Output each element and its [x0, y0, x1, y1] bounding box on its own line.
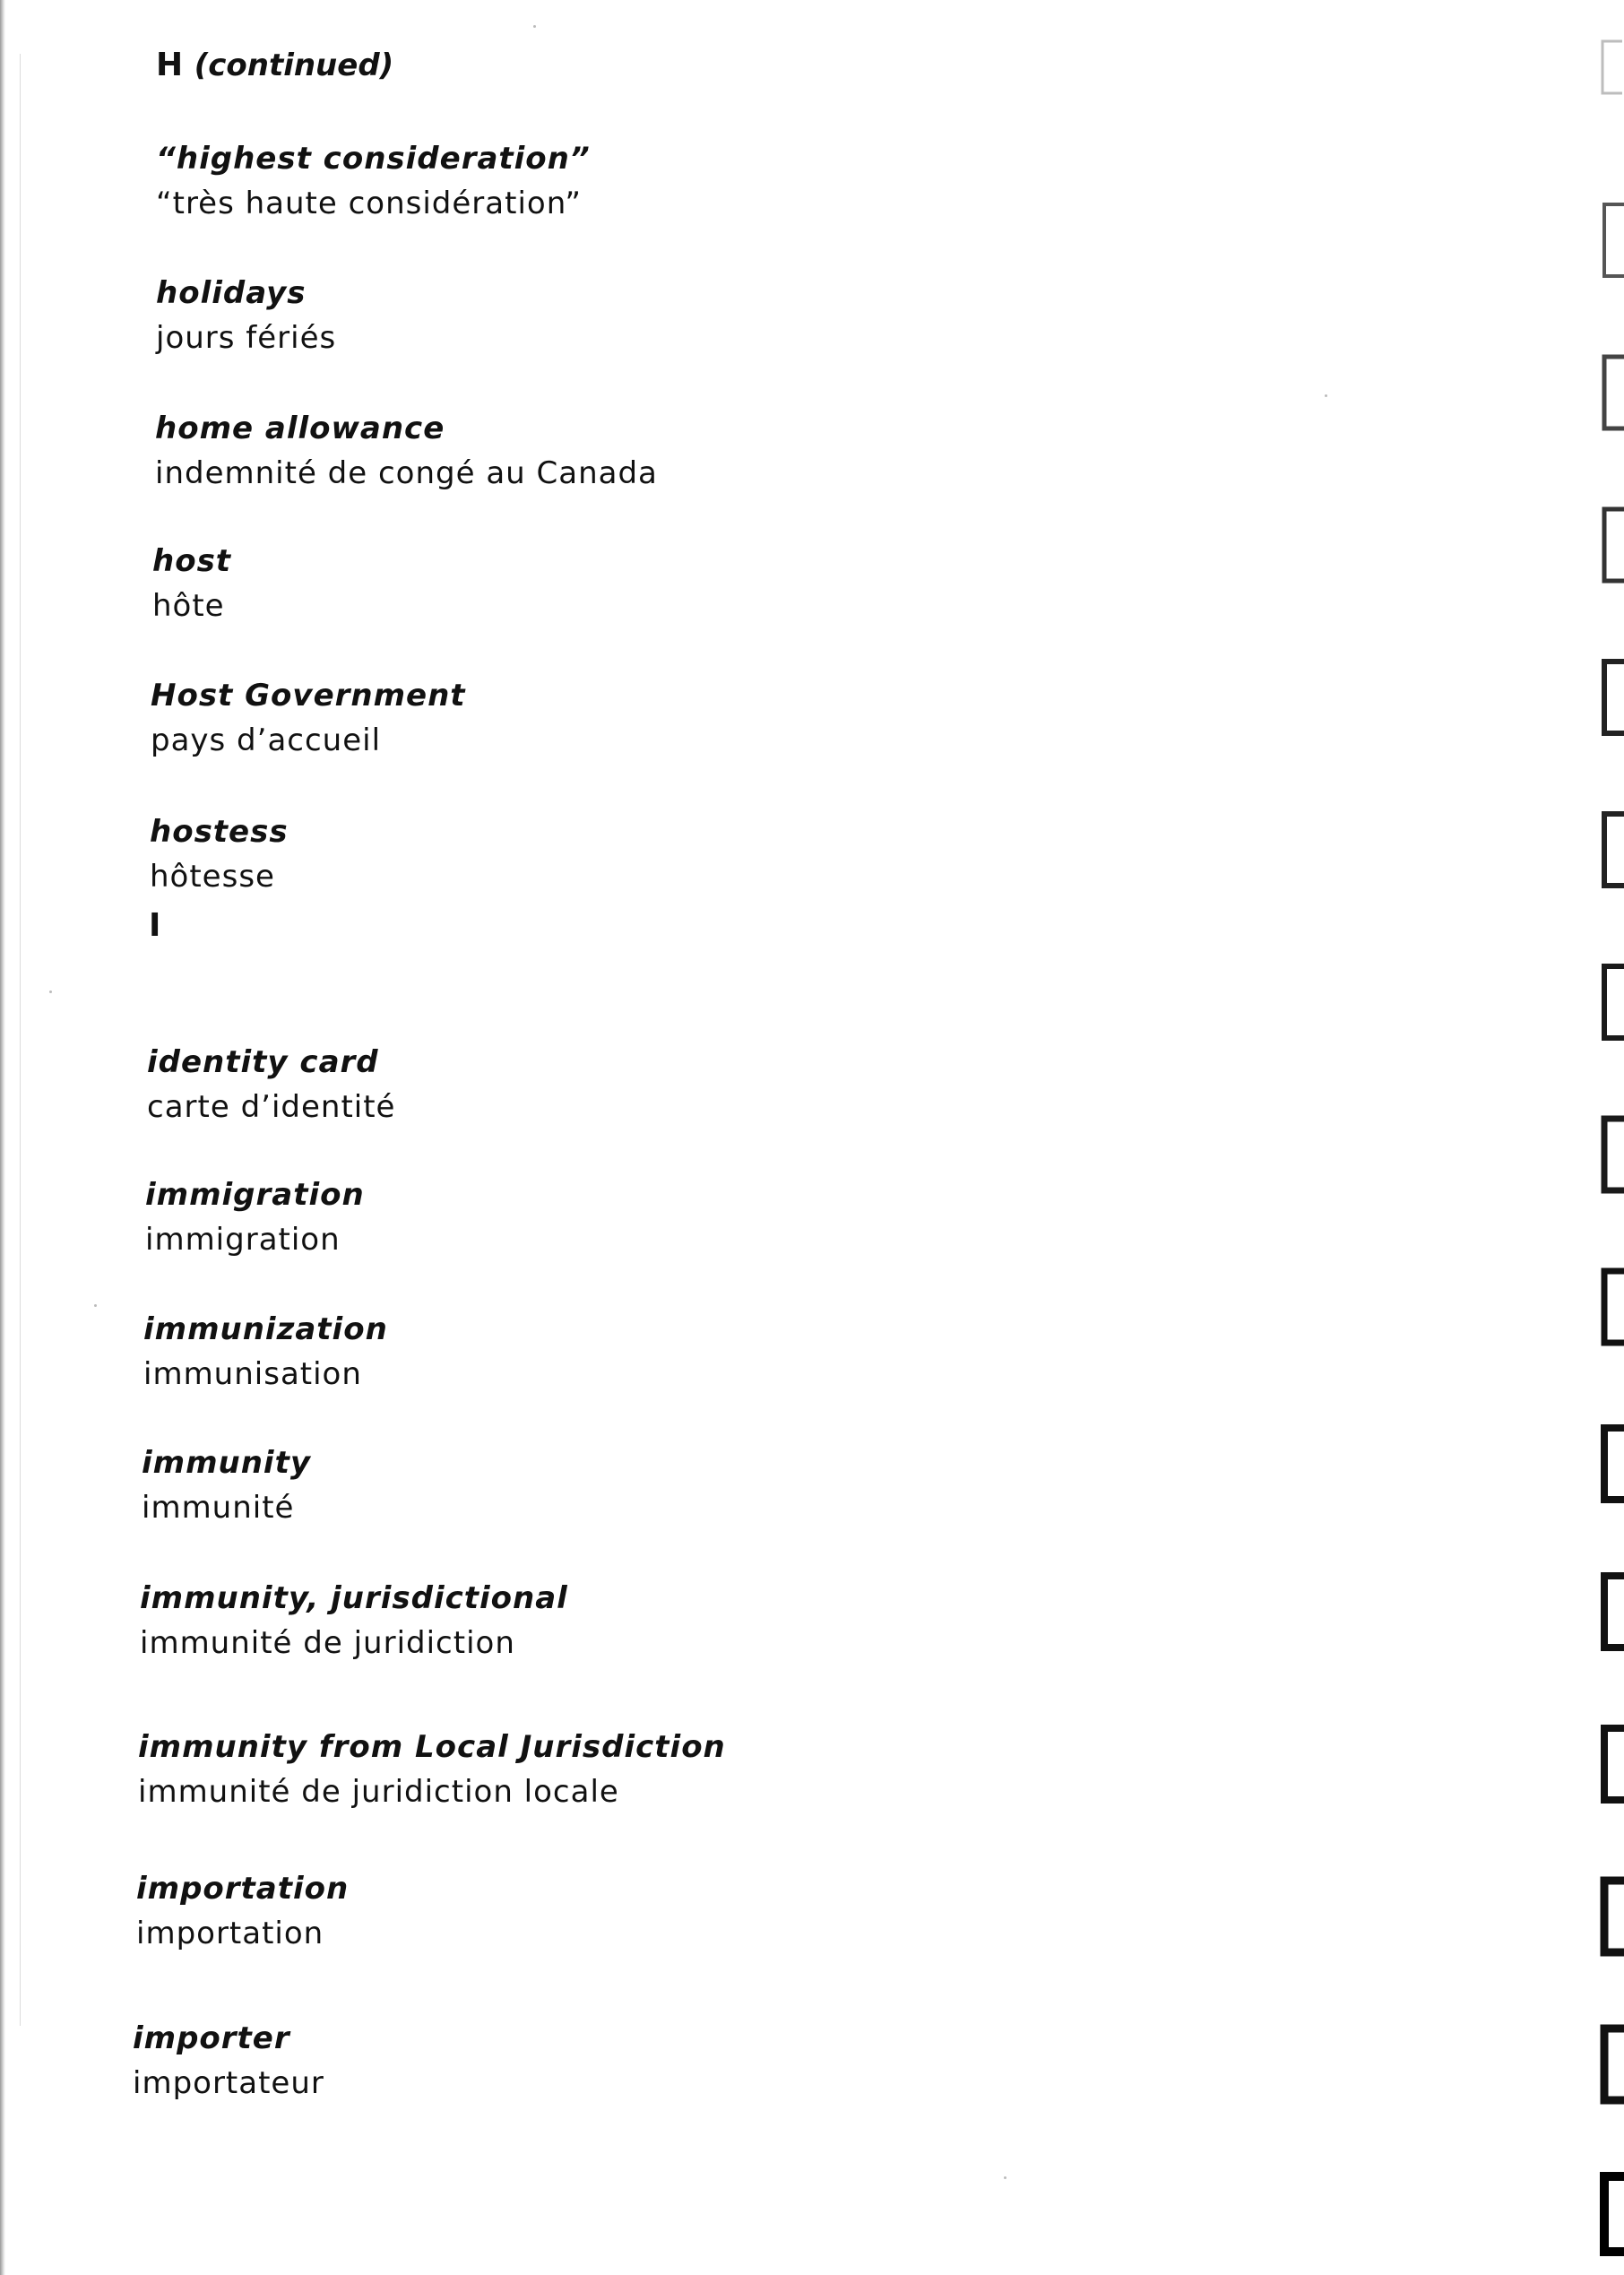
entry-translation: hôtesse [150, 859, 275, 895]
glossary-entry [156, 136, 591, 226]
glossary-entry [151, 673, 466, 763]
binding-tab [1595, 1721, 1624, 1811]
entry-term: immunity, jurisdictional [140, 1580, 568, 1616]
entry-translation: indemnité de congé au Canada [155, 455, 658, 491]
section-note-continued: (continued) [194, 48, 394, 83]
entry-translation: pays d’accueil [151, 722, 382, 758]
entry-term: immunity from Local Jurisdiction [138, 1729, 726, 1765]
glossary-entry [136, 1866, 349, 1956]
glossary-entry [133, 2016, 324, 2106]
paper-speck [49, 990, 52, 993]
entry-translation: importation [136, 1916, 324, 1951]
paper-speck [533, 25, 536, 28]
entry-translation: carte d’identité [147, 1089, 396, 1125]
entry-translation: immigration [145, 1222, 341, 1258]
entry-translation: immunisation [143, 1356, 362, 1392]
entry-translation: immunité de juridiction [140, 1625, 515, 1661]
binding-tab [1595, 2169, 1624, 2259]
entry-term: immunity [142, 1445, 311, 1481]
binding-tab [1595, 1873, 1624, 1963]
glossary-entry [147, 1040, 395, 1129]
section-letter-h: H [156, 47, 184, 83]
entry-term: “highest consideration” [156, 141, 591, 177]
binding-tab [1595, 502, 1624, 592]
entry-term: Host Government [151, 678, 466, 714]
section-heading-h [156, 47, 393, 83]
glossary-entry [143, 1307, 388, 1397]
glossary-entry [152, 539, 231, 628]
entry-term: home allowance [155, 411, 445, 446]
binding-edge [0, 0, 5, 2275]
paper-speck [1004, 2176, 1006, 2179]
glossary-entry [150, 809, 289, 899]
binding-tab [1595, 350, 1624, 439]
entry-translation: jours fériés [156, 320, 337, 356]
entry-term: identity card [147, 1044, 379, 1080]
binding-tab [1595, 1112, 1624, 1201]
binding-tab [1595, 36, 1624, 99]
entry-translation: “très haute considération” [156, 186, 583, 221]
binding-tab [1595, 654, 1624, 744]
glossary-entry [145, 1172, 365, 1262]
entry-term: importation [136, 1871, 350, 1907]
entry-term: immigration [145, 1177, 365, 1213]
glossary-entry [138, 1725, 726, 1814]
entry-translation: hôte [152, 588, 225, 624]
entry-translation: immunité de juridiction locale [138, 1774, 619, 1810]
entry-term: immunization [143, 1311, 388, 1347]
binding-tab [1595, 197, 1624, 287]
section-letter-i: I [149, 907, 161, 944]
section-heading-i [149, 907, 160, 944]
entry-term: holidays [156, 275, 307, 311]
paper-speck [1325, 394, 1327, 397]
binding-tab [1595, 807, 1624, 896]
glossary-entry [142, 1440, 311, 1530]
glossary-entry [155, 406, 658, 496]
entry-translation: importateur [133, 2065, 324, 2101]
entry-term: hostess [150, 814, 289, 850]
entry-term: host [152, 543, 232, 579]
binding-edge-line [20, 54, 21, 2026]
binding-tab [1595, 1421, 1624, 1510]
binding-tab [1595, 1264, 1624, 1354]
binding-tab [1595, 959, 1624, 1049]
entry-translation: immunité [142, 1490, 295, 1526]
entry-term: importer [133, 2020, 290, 2056]
glossary-entry [140, 1576, 568, 1665]
glossary-entry [156, 271, 336, 360]
paper-speck [94, 1304, 97, 1307]
binding-tab [1595, 1569, 1624, 1658]
binding-tab [1595, 2021, 1624, 2111]
